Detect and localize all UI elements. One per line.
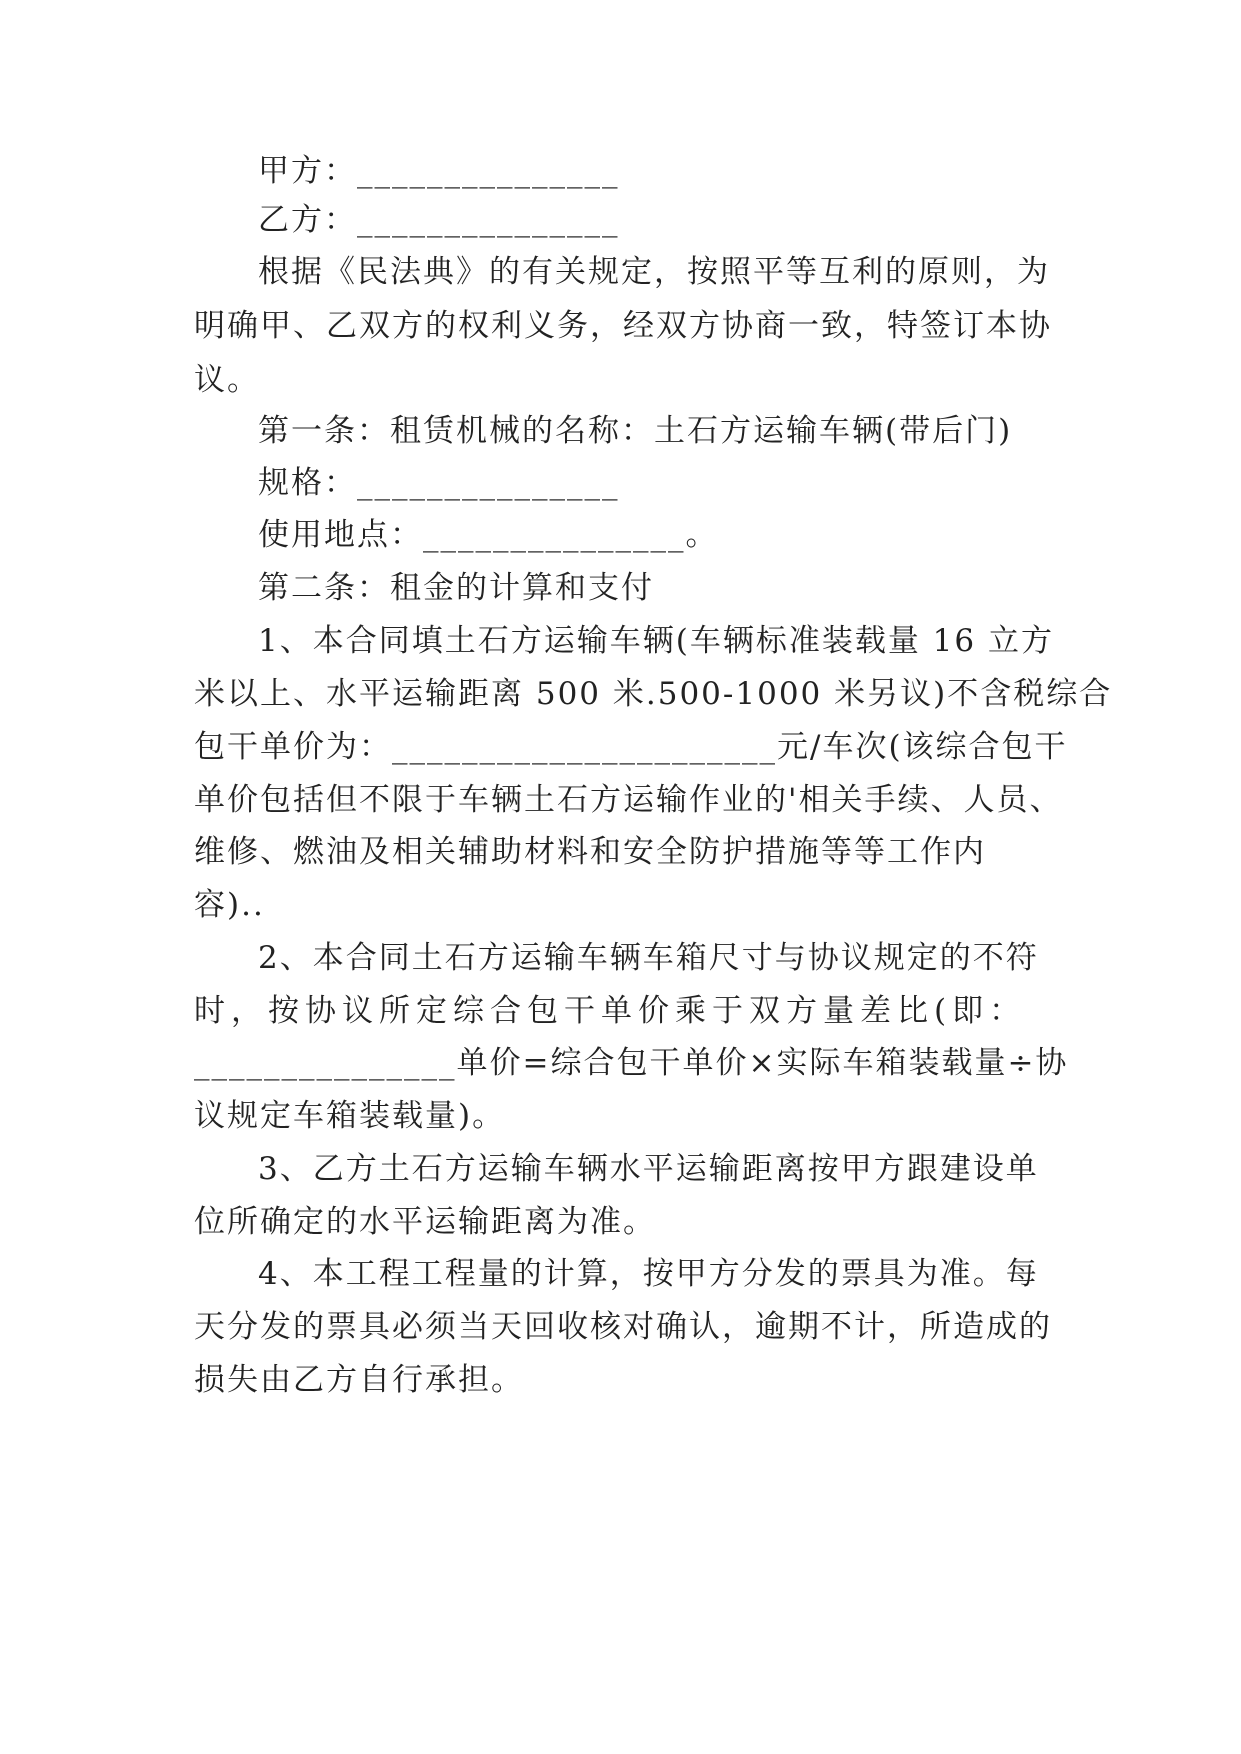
clause-2-line-3: _______________单价=综合包干单价×实际车箱装载量÷协 — [194, 1045, 1069, 1081]
spec-line: 规格：_______________ — [258, 465, 620, 501]
party-a-line: 甲方：_______________ — [258, 153, 620, 189]
clause-4-line-3: 损失由乙方自行承担。 — [194, 1362, 524, 1398]
article-1-heading: 第一条：租赁机械的名称：土石方运输车辆(带后门) — [258, 413, 1013, 449]
clause-4-line-1: 4、本工程工程量的计算，按甲方分发的票具为准。每 — [258, 1256, 1039, 1292]
clause-1-line-2: 米以上、水平运输距离 500 米.500-1000 米另议)不含税综合 — [194, 676, 1113, 712]
article-2-heading: 第二条：租金的计算和支付 — [258, 570, 654, 606]
clause-4-line-2: 天分发的票具必须当天回收核对确认，逾期不计，所造成的 — [194, 1309, 1052, 1345]
location-line: 使用地点：_______________。 — [258, 517, 719, 553]
clause-2-line-1: 2、本合同土石方运输车辆车箱尺寸与协议规定的不符 — [258, 940, 1039, 976]
clause-1-line-1: 1、本合同填土石方运输车辆(车辆标准装载量 16 立方 — [258, 623, 1054, 659]
clause-1-line-6: 容).. — [194, 887, 265, 923]
party-b-line: 乙方：_______________ — [258, 202, 620, 238]
clause-1-line-5: 维修、燃油及相关辅助材料和安全防护措施等等工作内 — [194, 834, 986, 870]
preamble-line-3: 议。 — [194, 362, 260, 398]
preamble-line-1: 根据《民法典》的有关规定，按照平等互利的原则，为 — [258, 254, 1050, 290]
clause-3-line-1: 3、乙方土石方运输车辆水平运输距离按甲方跟建设单 — [258, 1151, 1039, 1187]
clause-3-line-2: 位所确定的水平运输距离为准。 — [194, 1204, 656, 1240]
preamble-line-2: 明确甲、乙双方的权利义务，经双方协商一致，特签订本协 — [194, 308, 1052, 344]
clause-2-line-4: 议规定车箱装载量)。 — [194, 1098, 506, 1134]
clause-1-line-4: 单价包括但不限于车辆土石方运输作业的'相关手续、人员、 — [194, 782, 1063, 818]
clause-2-line-2: 时，按协议所定综合包干单价乘于双方量差比(即： — [194, 993, 1027, 1029]
clause-1-line-3: 包干单价为：______________________元/车次(该综合包干 — [194, 729, 1068, 765]
